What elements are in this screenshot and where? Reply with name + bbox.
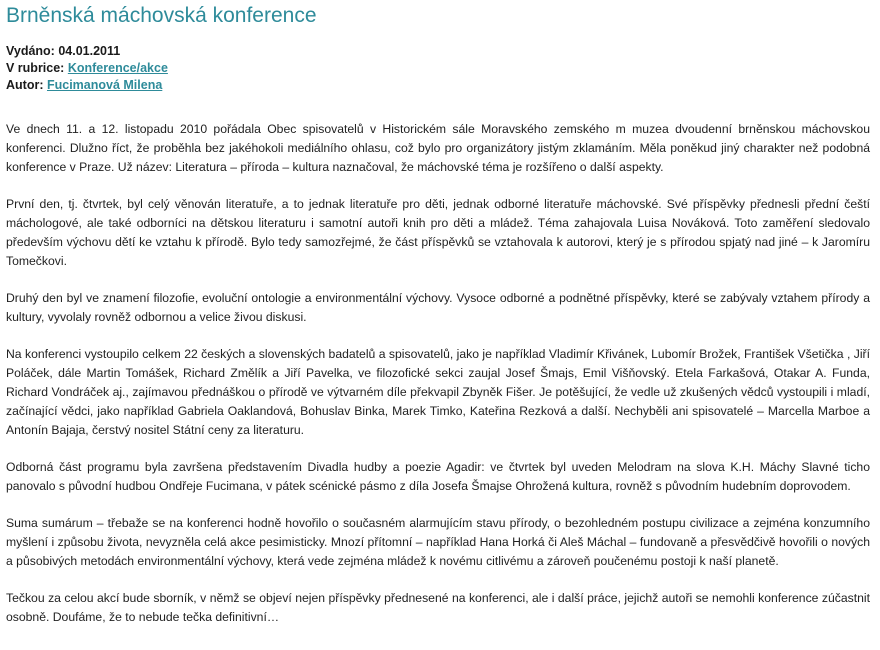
paragraph-2: První den, tj. čtvrtek, byl celý věnován literatuře, a to jednak literatuře pro děti, jednak odborné literatuře máchovské. Své příspěvky přednesli přední čeští máchologové, ale také odborníci na dětskou literaturu i samotní autoři knih pro děti a mládež. Téma zahajovala Luisa Nováková. Toto zaměření sledovalo především výchovu dětí ke vztahu k přírodě. Bylo tedy samozřejmé, že část příspěvků se vztahovala k autorovi, který je s přírodou spjatý nad jiné – k Jaromíru Tomečkovi. [6, 197, 870, 268]
article-body [6, 120, 870, 627]
author-link[interactable]: Fucimanová Milena [46, 78, 163, 92]
section-label: V rubrice: [6, 61, 65, 75]
paragraph-7: Tečkou za celou akcí bude sborník, v němž se objeví nejen příspěvky přednesené na konferenci, ale i další práce, jejichž autoři se nemohli konference zúčastnit osobně. Doufáme, že to nebude tečka definitivní… [6, 591, 870, 624]
article-title: Brněnská máchovská konference [6, 4, 317, 27]
article-meta [6, 43, 870, 94]
published-label: Vydáno: [6, 44, 55, 58]
paragraph-3: Druhý den byl ve znamení filozofie, evoluční ontologie a environmentální výchovy. Vysoce odborné a podnětné příspěvky, které se zabývaly vztahem přírody a kultury, vyvolaly rovněž odbornou a velice živou diskusi. [6, 291, 870, 324]
section-row [6, 60, 870, 77]
author-label: Autor: [6, 78, 44, 92]
published-row [6, 43, 870, 60]
author-row [6, 77, 870, 94]
paragraph-4: Na konferenci vystoupilo celkem 22 českých a slovenských badatelů a spisovatelů, jako je například Vladimír Křivánek, Lubomír Brožek, František Všetička , Jiří Poláček, dále Martin Tomášek, Richard Změlík a Jiří Pavelka, ve filozofické sekci zaujal Josef Šmajs, Emil Višňovský. Etela Farkašová, Otakar A. Funda, Richard Vondráček aj., zajímavou přednáškou o přírodě ve výtvarném díle překvapil Zbyněk Fišer. Je potěšující, že vedle už zkušených vědců vystoupili i mladí, začínající vědci, jako například Gabriela Oaklandová, Bohuslav Binka, Marek Timko, Kateřina Rezková a další. Nechyběli ani spisovatelé – Marcella Marboe a Antonín Bajaja, čerstvý nositel Státní ceny za literaturu. [6, 347, 870, 437]
paragraph-5: Odborná část programu byla završena představením Divadla hudby a poezie Agadir: ve čtvrtek byl uveden Melodram na slova K.H. Máchy Slavné ticho panovalo s původní hudbou Ondřeje Fucimana, v pátek scénické pásmo z díla Josefa Šmajse Ohrožená kultura, rovněž s původním hudebním doprovodem. [6, 460, 870, 493]
paragraph-6: Suma sumárum – třebaže se na konferenci hodně hovořilo o současném alarmujícím stavu přírody, o bezohledném postupu civilizace a zejména konzumního myšlení i způsobu života, nevyzněla celá akce pesimisticky. Mnozí přítomní – například Hana Horká či Aleš Máchal – fundovaně a přesvědčivě hovořili o nových a působivých metodách environmentální výchovy, která vede zejména mládež k novému citlivému a zároveň poučenému postoji k naší planetě. [6, 516, 870, 568]
published-date: 04.01.2011 [58, 44, 121, 58]
paragraph-1: Ve dnech 11. a 12. listopadu 2010 pořádala Obec spisovatelů v Historickém sále Moravského zemského m muzea dvoudenní brněnskou máchovskou konferenci. Dlužno říct, že proběhla bez jakéhokoli mediálního ohlasu, což bylo pro organizátory jistým zklamáním. Měla poněkud jiný charakter než podobná konference v Praze. Už název: Literatura – příroda – kultura naznačoval, že máchovské téma je rozšířeno o další aspekty. [6, 122, 870, 174]
section-link[interactable]: Konference/akce [67, 61, 168, 75]
